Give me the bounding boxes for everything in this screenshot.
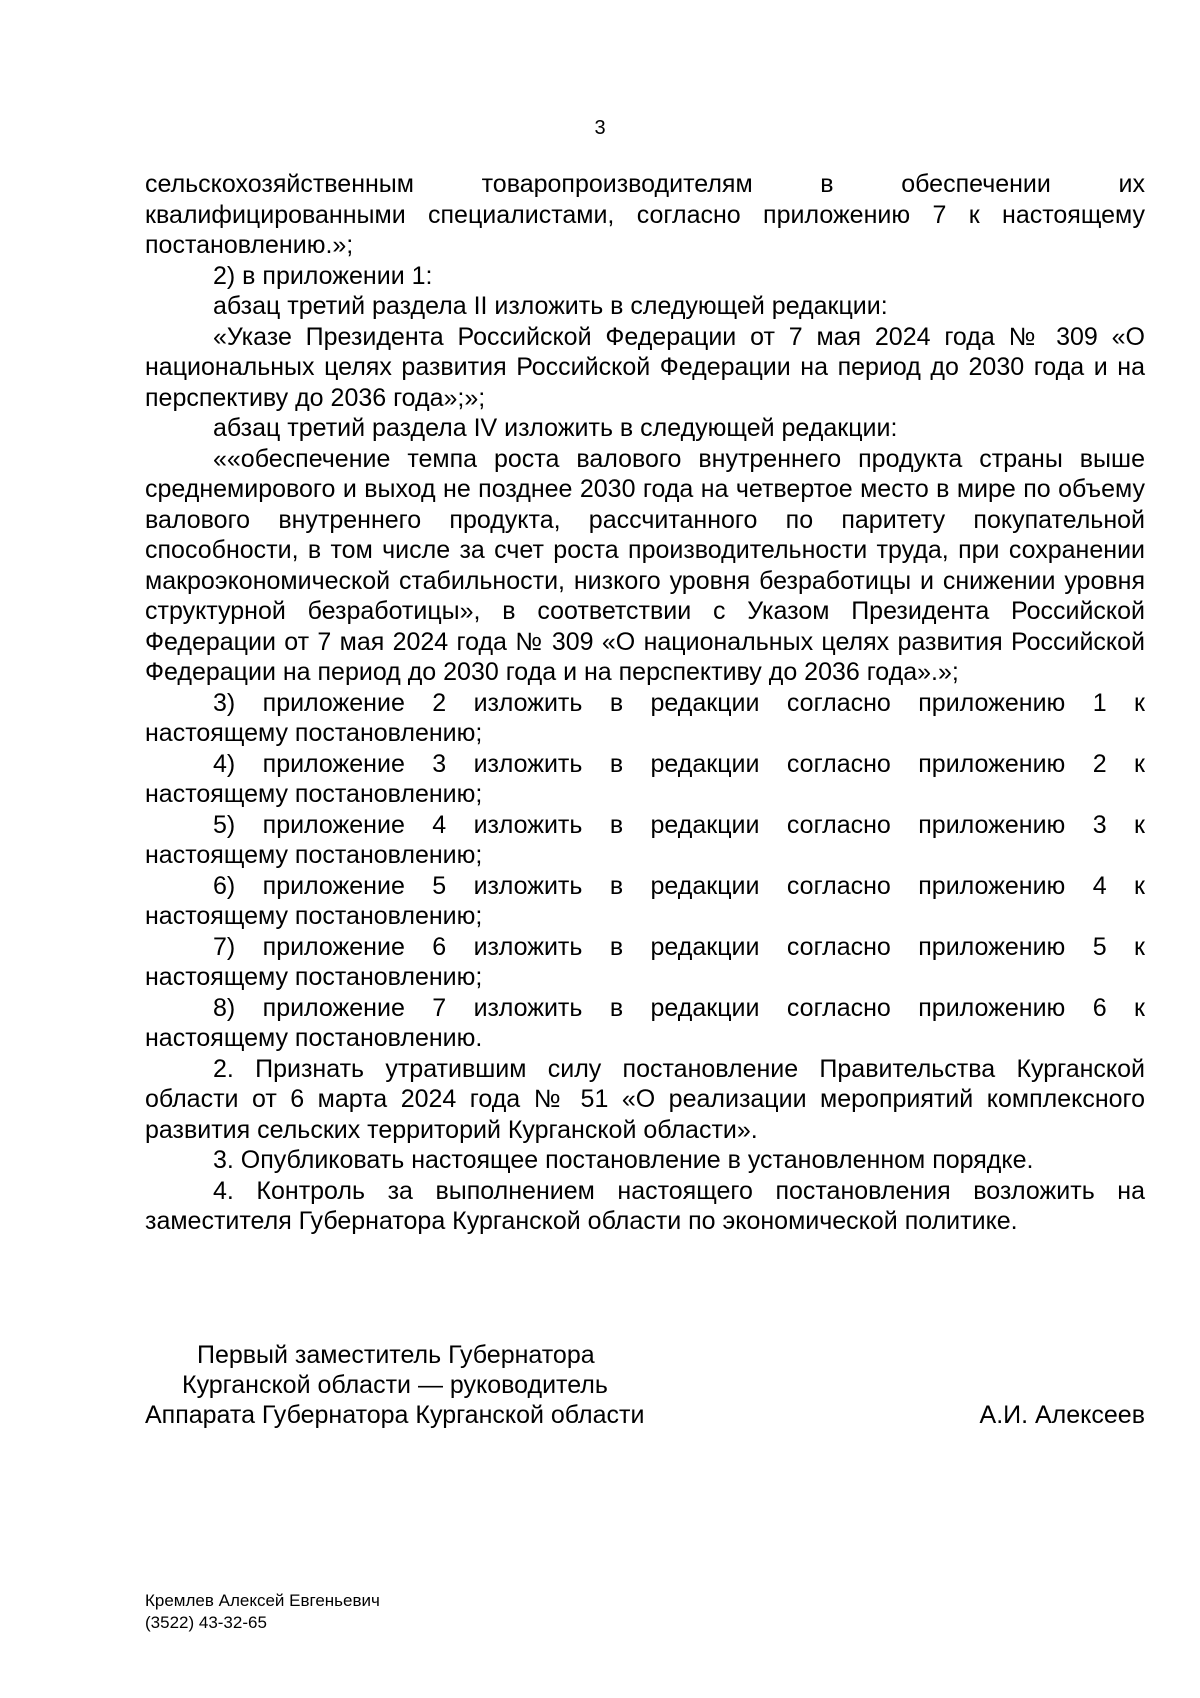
list-item-continuation: настоящему постановлению;: [145, 902, 483, 930]
list-item-continuation: настоящему постановлению;: [145, 719, 483, 747]
signatory-title-line: Курганской области — руководитель: [182, 1371, 608, 1399]
list-item: 5) приложение 4 изложить в редакции согласно приложению 3 к: [213, 810, 1145, 839]
document-body: [145, 169, 1145, 1237]
list-item-continuation: настоящему постановлению;: [145, 963, 483, 991]
paragraph: абзац третий раздела II изложить в следующей редакции:: [213, 292, 888, 320]
list-item: 8) приложение 7 изложить в редакции согласно приложению 6 к: [213, 993, 1145, 1022]
paragraph: 3. Опубликовать настоящее постановление в установленном порядке.: [213, 1146, 1034, 1174]
paragraph: 2) в приложении 1:: [213, 261, 433, 290]
list-item: 3) приложение 2 изложить в редакции согласно приложению 1 к: [213, 688, 1145, 717]
contact-block: [145, 1590, 380, 1634]
list-item-continuation: настоящему постановлению.: [145, 1024, 483, 1052]
contact-phone: (3522) 43-32-65: [145, 1613, 267, 1632]
list-item-continuation: настоящему постановлению;: [145, 841, 483, 869]
signatory-title-line: Аппарата Губернатора Курганской области: [145, 1401, 645, 1429]
paragraph: абзац третий раздела IV изложить в следующей редакции:: [213, 414, 898, 442]
list-item: 6) приложение 5 изложить в редакции согласно приложению 4 к: [213, 871, 1145, 900]
list-item: 4) приложение 3 изложить в редакции согласно приложению 2 к: [213, 749, 1145, 778]
signatory-name: А.И. Алексеев: [979, 1401, 1145, 1429]
signature-block: [145, 1340, 1145, 1440]
contact-name: Кремлев Алексей Евгеньевич: [145, 1591, 380, 1610]
paragraph: 2. Признать утратившим силу постановление Правительства Курганской области от 6 марта 2024 года № 51 «О реализации мероприятий комплексного развития сельских территорий Курганской области».: [145, 1054, 1145, 1144]
paragraph: 4. Контроль за выполнением настоящего постановления возложить на заместителя Губернатора Курганской области по экономической политике.: [145, 1176, 1145, 1235]
list-item: 7) приложение 6 изложить в редакции согласно приложению 5 к: [213, 932, 1145, 961]
page-number: 3: [594, 117, 606, 139]
list-item-continuation: настоящему постановлению;: [145, 780, 483, 808]
signatory-title-line: Первый заместитель Губернатора: [197, 1341, 595, 1369]
paragraph: ««обеспечение темпа роста валового внутреннего продукта страны выше среднемирового и выход не позднее 2030 года на четвертое место в мире по объему валового внутреннего продукта, рассчитанного по паритету покупательной способности, в том числе за счет роста производительности труда, при сохранении макроэкономической стабильности, низкого уровня безработицы и снижении уровня структурной безработицы», в соответствии с Указом Президента Российской Федерации от 7 мая 2024 года № 309 «О национальных целях развития Российской Федерации на период до 2030 года и на перспективу до 2036 года».»;: [145, 444, 1145, 686]
paragraph: «Указе Президента Российской Федерации от 7 мая 2024 года № 309 «О национальных целях развития Российской Федерации на период до 2030 года и на перспективу до 2036 года»;»;: [145, 322, 1145, 412]
paragraph: сельскохозяйственным товаропроизводителям в обеспечении их квалифицированными специалистами, согласно приложению 7 к настоящему постановлению.»;: [145, 170, 1145, 259]
